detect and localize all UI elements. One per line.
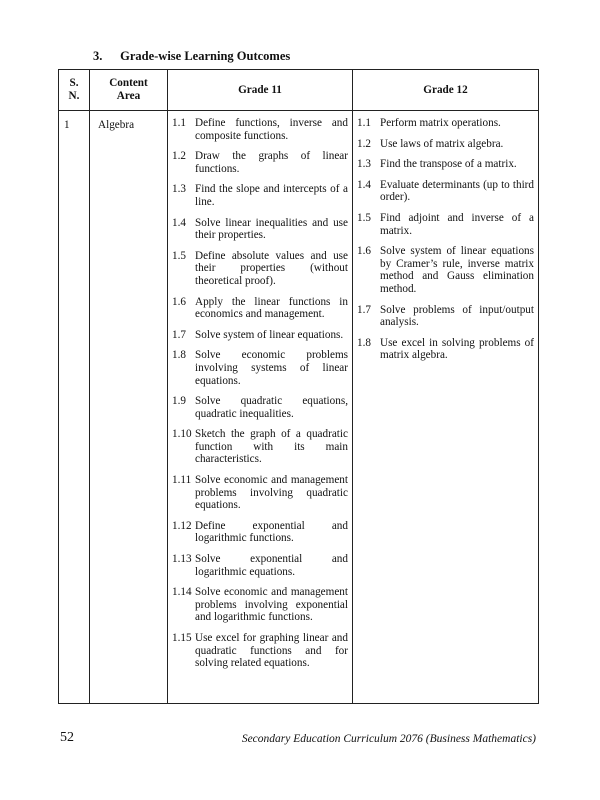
list-item: 1.1 Perform matrix operations. xyxy=(357,117,501,129)
list-item: 1.11 Solve economic and management problems involving quadratic equations. xyxy=(172,474,348,512)
list-item: 1.12 Define exponential and logarithmic functions. xyxy=(172,519,348,545)
header-sn: S. N. xyxy=(59,70,90,111)
list-item: 1.6 Solve system of linear equations by Cramer’s rule, inverse matrix method and Gauss elimination method. xyxy=(357,245,534,295)
table-header-row xyxy=(59,70,539,111)
list-item: 1.9 Solve quadratic equations, quadratic inequalities. xyxy=(172,395,348,420)
section-title: Grade-wise Learning Outcomes xyxy=(120,49,291,63)
learning-outcomes-table xyxy=(58,69,539,704)
list-item: 1.3 Find the slope and intercepts of a line. xyxy=(172,183,348,208)
list-item: 1.10 Sketch the graph of a quadratic function with its main characteristics. xyxy=(172,428,348,466)
header-grade-12: Grade 12 xyxy=(353,70,539,111)
row-sn: 1 xyxy=(59,111,90,704)
row-content-area: Algebra xyxy=(90,111,168,704)
list-item: 1.7 Solve problems of input/output analysis. xyxy=(357,303,534,329)
grade-12-outcomes xyxy=(353,111,539,704)
list-item: 1.5 Find adjoint and inverse of a matrix. xyxy=(357,211,534,237)
grade-11-outcomes xyxy=(168,111,353,704)
list-item: 1.2 Use laws of matrix algebra. xyxy=(357,137,504,150)
list-item: 1.8 Use excel in solving problems of matrix algebra. xyxy=(357,336,534,362)
list-item: 1.4 Evaluate determinants (up to third order). xyxy=(357,178,534,204)
list-item: 1.7 Solve system of linear equations. xyxy=(172,328,344,341)
header-content-area: Content Area xyxy=(90,70,168,111)
list-item: 1.5 Define absolute values and use their properties (without theoretical proof). xyxy=(172,249,348,287)
list-item: 1.8 Solve economic problems involving systems of linear equations. xyxy=(172,349,348,387)
list-item: 1.1 Define functions, inverse and composite functions. xyxy=(172,117,348,142)
list-item: 1.14 Solve economic and management problems involving exponential and logarithmic functions. xyxy=(172,586,348,624)
section-heading xyxy=(93,49,290,64)
list-item: 1.3 Find the transpose of a matrix. xyxy=(357,158,517,171)
list-item: 1.2 Draw the graphs of linear functions. xyxy=(172,150,348,175)
page-number: 52 xyxy=(60,730,74,745)
table-row xyxy=(59,111,539,704)
list-item: 1.4 Solve linear inequalities and use their properties. xyxy=(172,216,348,242)
header-grade-11: Grade 11 xyxy=(168,70,353,111)
list-item: 1.15 Use excel for graphing linear and quadratic functions and for solving related equations. xyxy=(172,632,348,670)
list-item: 1.13 Solve exponential and logarithmic equations. xyxy=(172,553,348,578)
section-number: 3. xyxy=(93,49,103,63)
list-item: 1.6 Apply the linear functions in economics and management. xyxy=(172,295,348,321)
running-footer-title: Secondary Education Curriculum 2076 (Business Mathematics) xyxy=(241,733,536,745)
